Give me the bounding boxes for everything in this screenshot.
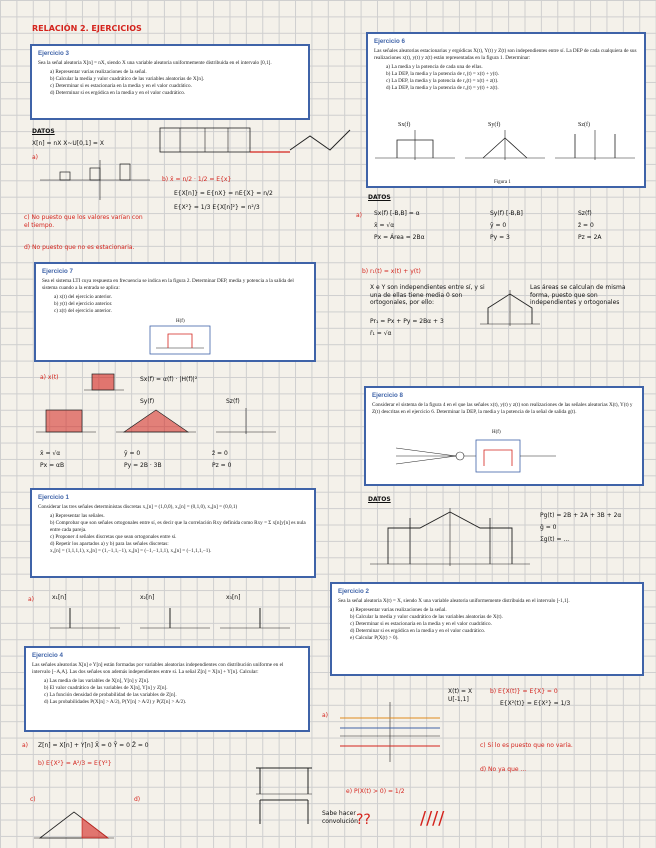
exercise-6-intro: Las señales aleatorias estacionarias y ergódicas X(t), Y(t) y Z(t) son independientes entre sí. La DEP de cada cualquiera de sus realizaciones x(t), y(t) y z(t) están representadas en la figura 1. Determinar: <box>374 48 637 62</box>
notes-b1: b) x̄ = n/2 · 1/2 = E{x} <box>162 176 232 183</box>
notes-b6-note: Las áreas se calculan de misma forma, puesto que son independientes y ortogonales <box>530 284 626 306</box>
notes-b1c: E{X²} = 1/3 E{X[n]²} = n²/3 <box>174 204 260 211</box>
notes-e4-a: a) <box>22 742 29 749</box>
notes-a7-py: Py = 2B · 3B <box>124 462 162 469</box>
notes-e2-b2: E{X²(t)} = E{X²} = 1/3 <box>500 700 571 707</box>
exercise-1-box <box>30 488 316 578</box>
notes-a1b: a) <box>28 596 35 603</box>
notes-a7-s: Sx(f) = α(f) · |H(f)|² <box>140 376 198 383</box>
exercise-3-items <box>38 69 302 97</box>
list-item: c) La función densidad de probabilidad de las variables de Z[n]. <box>44 692 177 699</box>
notes-e2-c: c) Sí lo es puesto que no varía. <box>480 742 573 749</box>
sketch-dep-g <box>370 508 530 572</box>
notes-a6-sz: Sz(f) <box>578 210 592 217</box>
list-item: d) Repetir los apartados a) y b) para las señales discretas: <box>50 541 169 548</box>
sketch-x-h <box>84 370 124 394</box>
fig4-label: H(f) <box>492 430 501 435</box>
notes-a7-m: x̄ = √α <box>40 450 61 457</box>
notes-a6-p1: Px = Área = 2Bα <box>374 234 425 241</box>
fig2-label: H(f) <box>176 319 185 324</box>
notes-q-marks: ?? <box>356 812 371 828</box>
notes-a6-sy: Sy(f) [-B,B] <box>490 210 523 217</box>
list-item: b) La DEP, la media y la potencia de r₁(t) = x(t) + y(t). <box>386 71 499 78</box>
exercise-2-box <box>330 582 644 676</box>
list-item: c) z(t) del ejercicio anterior. <box>54 308 112 315</box>
notes-datos-2: DATOS <box>368 194 391 201</box>
list-item: c) La DEP, la media y la potencia de r₂(t) = x(t) + z(t). <box>386 78 499 85</box>
list-item: a) Representar varias realizaciones de la señal. <box>350 607 447 614</box>
notes-a6-p2: Py = 3 <box>490 234 510 241</box>
notes-b6-text: X e Y son independientes entre sí, y si una de ellas tiene media 0 son ortogonales, por ello: <box>370 284 485 306</box>
notes-e4-b: b) E{X²} = A²/3 = E{Y²} <box>38 760 112 767</box>
exercise-3-title: Ejercicio 3 <box>38 50 69 57</box>
list-item: a) x(t) del ejercicio anterior. <box>54 294 113 301</box>
exercise-3-box <box>30 44 310 120</box>
exercise-8-intro: Considerar el sistema de la figura 4 en el que las señales x(t), y(t) y z(t) son realizaciones de las señales aleatorias X(t), Y(t) y Z(t) descritas en el ejercicio 6. Determinar la DEP, la media y la potencia de la señal de salida g(t). <box>372 402 633 416</box>
list-item: a) Representar varias realizaciones de la señal. <box>50 69 147 76</box>
notes-a6-r2: ȳ = 0 <box>490 222 507 229</box>
list-item: b) Comprobar que son señales ortogonales entre sí, es decir que la correlación Rxy definida como Rxy = Σ x[n]y[n] es nula entre cada pareja. <box>50 520 306 534</box>
exercise-7-items <box>42 294 308 315</box>
exercise-2-items <box>338 607 636 642</box>
figure-1-caption: Figura 1 <box>494 180 511 185</box>
notes-e2-b: b) E{X(t)} = E{X} = 0 <box>490 688 558 695</box>
exercise-6-title: Ejercicio 6 <box>374 38 405 45</box>
list-item: c) Proponer 4 señales discretas que sean ortogonales entre sí. <box>50 534 177 541</box>
sketch-discrete-signals <box>50 602 290 638</box>
notes-a7-p: Px = αB <box>40 462 65 469</box>
notes-c1: c) No puesto que los valores varían con el tiempo. <box>24 214 143 229</box>
list-item: d) Las probabilidades P(X[n] > A/2), P(Y[n] > A/2) y P(Z[n] > A/2). <box>44 699 187 706</box>
notes-a6-sx: Sx(f) [-B,B] = α <box>374 210 420 217</box>
notes-datos-1: DATOS <box>32 128 55 135</box>
notes-a7-mz: z̄ = 0 <box>212 450 228 457</box>
exercise-4-items <box>32 678 302 706</box>
notes-scribble: //// <box>420 808 445 829</box>
notes-a7-sy: Sy(f) <box>140 398 155 405</box>
exercise-1-items <box>38 513 308 548</box>
sketch-convolution <box>256 764 316 828</box>
exercise-4-intro: Las señales aleatorias X[n] e Y[n] están formadas por variables aleatorias independientes con distribución uniforme en el intervalo [−A,A]. Las dos señales son además independientes entre sí. La señal Z[n] = X[n] + Y[n]. Calcular: <box>32 662 284 676</box>
exercise-3-intro: Sea la señal aleatoria X[n] = nX, siendo X una variable aleatoria uniformemente distribuida en el intervalo [0,1]. <box>38 60 272 67</box>
exercise-2-intro: Sea la señal aleatoria X(t) = X, siendo X una variable aleatoria uniformemente distribuida en el intervalo [-1,1]. <box>338 598 570 605</box>
notes-e2-e: e) P(X(t) > 0) = 1/2 <box>346 788 405 795</box>
sketch-realizations <box>40 160 160 200</box>
exercise-6-items <box>374 64 638 92</box>
notes-a7-pz: Pz = 0 <box>212 462 232 469</box>
sketch-bars-top <box>160 126 360 162</box>
notes-e8-m: ḡ = 0 <box>540 524 557 531</box>
list-item: a) Representar las señales. <box>50 513 105 520</box>
sketch-realizations-2 <box>340 702 440 762</box>
list-item: c) Determinar si es estacionaria en la media y en el valor cuadrático. <box>350 621 492 628</box>
fig1-label-sy: Sy(f) <box>488 122 501 128</box>
exercise-1-title: Ejercicio 1 <box>38 494 69 501</box>
notes-b6-pr: Pr₁ = Px + Py = 2Bα + 3 <box>370 318 444 325</box>
notes-e4-d: d) <box>134 796 141 803</box>
sketch-r1-dep <box>480 290 540 330</box>
exercise-4-title: Ejercicio 4 <box>32 652 63 659</box>
exercise-2-title: Ejercicio 2 <box>338 588 369 595</box>
notes-b6: b) r₁(t) = x(t) + y(t) <box>362 268 421 275</box>
notes-xn-def: X[n] = nX X~U[0,1] = X <box>32 140 104 147</box>
notes-x3: x₃[n] <box>226 594 241 601</box>
notes-a6-r1: x̄ = √α <box>374 222 395 229</box>
exercise-1-extra: x₁[n] = (1,1,1,1), x₂[n] = (1,−1,1,−1), x₃[n] = (−1,−1,1,1), x₄[n] = (−1,1,1,−1). <box>50 548 212 555</box>
notes-datos-3: DATOS <box>368 496 391 503</box>
fig1-label-sx: Sx(f) <box>398 122 411 128</box>
notes-a7-sz: Sz(f) <box>226 398 240 405</box>
list-item: a) Las media de las variables de X[n], Y[n] y Z[n]. <box>44 678 150 685</box>
list-item: b) y(t) del ejercicio anterior. <box>54 301 113 308</box>
list-item: a) La media y la potencia de cada una de ellas. <box>386 64 483 71</box>
list-item: b) Calcular la media y valor cuadrático de las variables aleatorias de X(t). <box>350 614 503 621</box>
notes-e2-def: X(t) = X U[-1,1] <box>448 688 473 703</box>
notes-e8-r: Pg(t) = 2B + 2A + 3B + 2α <box>540 512 622 519</box>
notes-a7: a) x(t) <box>40 374 59 381</box>
notes-a6-r3: z̄ = 0 <box>578 222 594 229</box>
list-item: d) La DEP, la media y la potencia de r₃(t) = y(t) + z(t). <box>386 85 499 92</box>
exercise-8-title: Ejercicio 8 <box>372 392 403 399</box>
notes-e2-a: a) <box>322 712 329 719</box>
exercise-7-title: Ejercicio 7 <box>42 268 73 275</box>
notes-d1: d) No puesto que no es estacionaria. <box>24 244 135 251</box>
list-item: b) El valor cuadrático de las variables de X[n], Y[n] y Z[n]. <box>44 685 168 692</box>
notes-x1: x₁[n] <box>52 594 67 601</box>
notes-a7-my: ȳ = 0 <box>124 450 141 457</box>
figure-2-h <box>150 326 210 356</box>
sketch-triangle-pdf <box>34 808 114 842</box>
notes-e4-a1: Z[n] = X[n] + Y[n] X̄ = 0 Ȳ = 0 Z̄ = 0 <box>38 742 149 749</box>
notes-a1: a) <box>32 154 39 161</box>
list-item: c) Determinar si es estacionaria en la media y en el valor cuadrático. <box>50 83 192 90</box>
notes-e2-d: d) No ya que ... <box>480 766 527 773</box>
notes-a6: a) <box>356 212 363 219</box>
exercise-4-box <box>24 646 310 732</box>
page-title: RELACIÓN 2. EJERCICIOS <box>32 24 142 33</box>
figure-1-dep <box>375 128 635 178</box>
notes-e8-m2: Σg(t) = ... <box>540 536 570 543</box>
notes-a6-p3: Pz = 2A <box>578 234 602 241</box>
list-item: b) Calcular la media y valor cuadrático de las variables aleatorias de X[n]. <box>50 76 204 83</box>
notes-e4-c: c) <box>30 796 36 803</box>
list-item: e) Calcular P(X(t) > 0). <box>350 635 399 642</box>
notes-b1b: E{X[n]} = E{nX} = nE{X} = n/2 <box>174 190 273 197</box>
fig1-label-sz: Sz(f) <box>578 122 590 128</box>
sketch-dep-out <box>36 404 276 436</box>
exercise-7-intro: Sea el sistema LTI cuya respuesta en frecuencia se indica en la figura 2. Determinar DEP, media y potencia a la salida del sistema cuando a la entrada se aplica: <box>42 278 294 292</box>
figure-4-system <box>396 436 596 476</box>
notes-b6-rm: r̄₁ = √α <box>370 330 392 337</box>
notes-e4-note: Sabe hacer convolución <box>322 810 358 825</box>
notes-x2: x₂[n] <box>140 594 155 601</box>
list-item: d) Determinar si es ergódica en la media y en el valor cuadrático. <box>50 90 186 97</box>
list-item: d) Determinar si es ergódica en la media y en el valor cuadrático. <box>350 628 486 635</box>
exercise-1-intro: Considerar las tres señales deterministas discretas x₁[n] = (1,0,0), x₂[n] = (0,1,0), x₃[n] = (0,0,1) <box>38 504 238 511</box>
